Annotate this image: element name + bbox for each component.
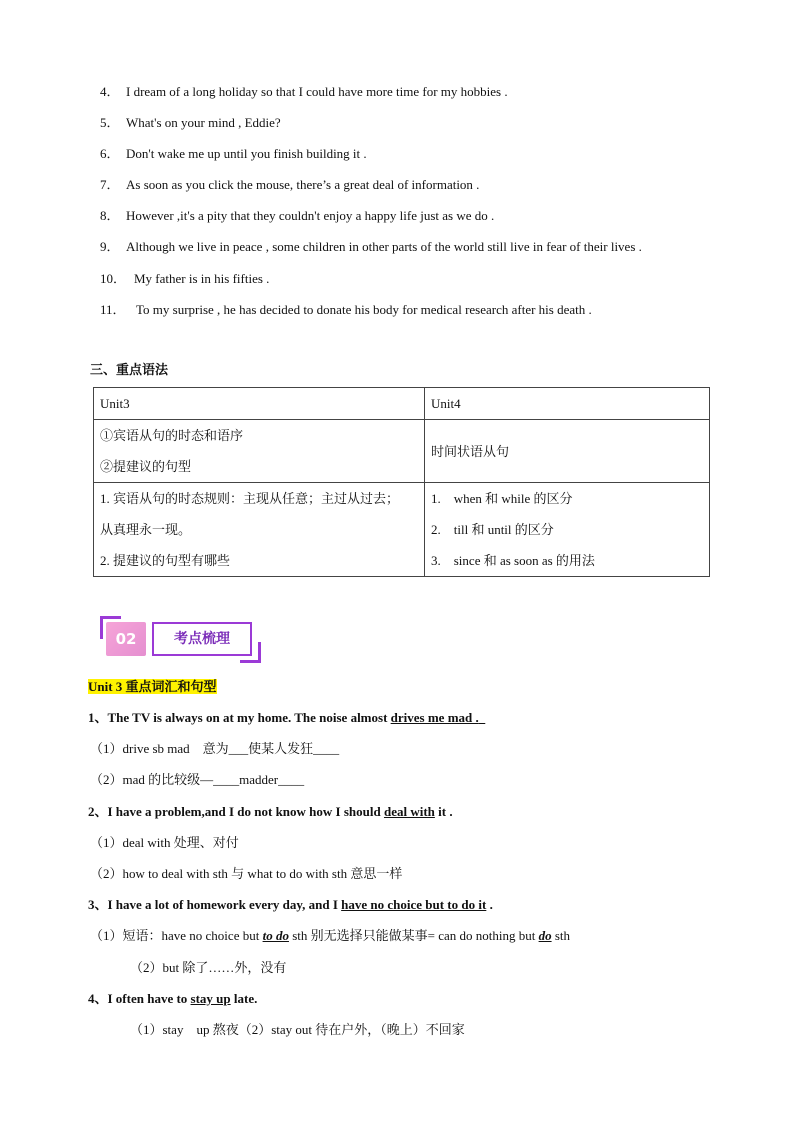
item-3-note-1: （1）短语：have no choice but to do sth 别无选择只能做某事= can do nothing but do sth bbox=[90, 928, 571, 943]
sentence-9: 9． Although we live in peace , some children in other parts of the world still live in fear of their lives . bbox=[100, 239, 642, 254]
sentence-8: 8． However ,it's a pity that they couldn't enjoy a happy life just as we do . bbox=[100, 208, 495, 223]
badge-label: 考点梳理 bbox=[152, 622, 252, 656]
sentence-7: 7． As soon as you click the mouse, there’s a great deal of information . bbox=[100, 177, 480, 192]
item-3-note-2: （2）but 除了……外，没有 bbox=[130, 960, 287, 975]
table-header-unit4: Unit4 bbox=[425, 388, 710, 420]
sentence-5: 5． What's on your mind , Eddie? bbox=[100, 115, 281, 130]
badge-number: 02 bbox=[106, 622, 146, 656]
table-cell: ①宾语从句的时态和语序 ②提建议的句型 bbox=[94, 420, 425, 483]
item-1-note-1: （1）drive sb mad 意为___使某人发狂____ bbox=[90, 741, 340, 756]
badge-corner-decoration bbox=[240, 642, 261, 663]
sentence-4: 4． I dream of a long holiday so that I could have more time for my hobbies . bbox=[100, 84, 508, 99]
table-header-unit3: Unit3 bbox=[94, 388, 425, 420]
section-badge bbox=[100, 614, 262, 662]
item-1-note-2: （2）mad 的比较级—____madder____ bbox=[90, 772, 305, 787]
sentence-11: 11． To my surprise , he has decided to donate his body for medical research after his death . bbox=[100, 302, 592, 317]
item-3: 3、I have a lot of homework every day, and I have no choice but to do it . bbox=[88, 897, 493, 912]
table-cell: 1. 宾语从句的时态规则：主现从任意；主过从过去； 从真理永一现。 2. 提建议的句型有哪些 bbox=[94, 483, 425, 577]
item-2: 2、I have a problem,and I do not know how I should deal with it . bbox=[88, 804, 453, 819]
sentence-10: 10． My father is in his fifties . bbox=[100, 271, 270, 286]
table-cell: 时间状语从句 bbox=[425, 420, 710, 483]
item-4-note-1: （1）stay up 熬夜（2）stay out 待在户外，（晚上）不回家 bbox=[130, 1022, 465, 1037]
item-2-note-1: （1）deal with 处理、对付 bbox=[90, 835, 239, 850]
sentence-6: 6． Don't wake me up until you finish building it . bbox=[100, 146, 367, 161]
item-4: 4、I often have to stay up late. bbox=[88, 991, 258, 1006]
section-title: 三、重点语法 bbox=[90, 363, 169, 378]
table-cell: 1. when 和 while 的区分 2. till 和 until 的区分 3. since 和 as soon as 的用法 bbox=[425, 483, 710, 577]
unit-heading: Unit 3 重点词汇和句型 bbox=[88, 679, 217, 694]
grammar-table bbox=[93, 387, 710, 577]
item-1: 1、The TV is always on at my home. The noise almost drives me mad . bbox=[88, 710, 479, 725]
item-2-note-2: （2）how to deal with sth 与 what to do with sth 意思一样 bbox=[90, 866, 403, 881]
